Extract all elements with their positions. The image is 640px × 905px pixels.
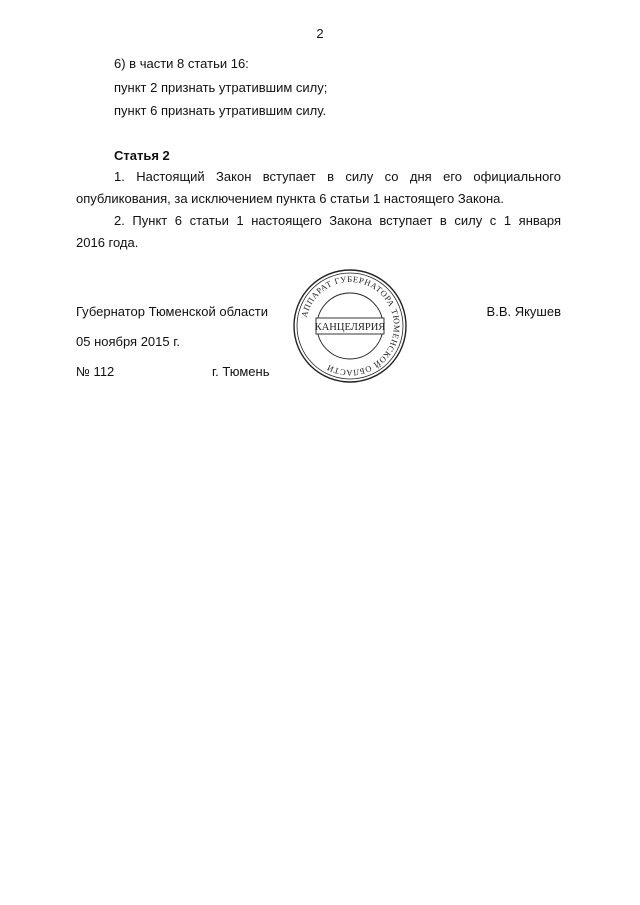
signing-date: 05 ноября 2015 г. bbox=[76, 334, 180, 349]
page-number: 2 bbox=[316, 26, 324, 41]
stamp-center-text: КАНЦЕЛЯРИЯ bbox=[314, 322, 386, 333]
article-p1-line-2: опубликования, за исключением пункта 6 статьи 1 настоящего Закона. bbox=[76, 191, 505, 206]
amendment-line-3: пункт 6 признать утратившим силу. bbox=[114, 103, 327, 118]
article-paragraph-1 bbox=[76, 166, 561, 210]
stamp-outer-text: АППАРАТ ГУБЕРНАТОРА ТЮМЕНСКОЙ ОБЛАСТИ bbox=[298, 273, 403, 379]
amendment-line-2: пункт 2 признать утратившим силу; bbox=[114, 80, 328, 95]
law-number: № 112 bbox=[76, 364, 115, 379]
article-p2-line-2: 2016 года. bbox=[76, 235, 139, 250]
official-stamp bbox=[292, 268, 408, 384]
article-paragraph-2 bbox=[76, 210, 561, 254]
amendment-line-1: 6) в части 8 статьи 16: bbox=[114, 56, 249, 71]
article-p1-line-1: 1. Настоящий Закон вступает в силу со дня его официального bbox=[114, 169, 561, 184]
article-p2-line-1: 2. Пункт 6 статьи 1 настоящего Закона вступает в силу с 1 января bbox=[114, 213, 561, 228]
signing-city: г. Тюмень bbox=[212, 364, 270, 379]
article-heading: Статья 2 bbox=[114, 148, 170, 163]
governor-title: Губернатор Тюменской области bbox=[76, 304, 268, 319]
governor-name: В.В. Якушев bbox=[486, 304, 561, 319]
